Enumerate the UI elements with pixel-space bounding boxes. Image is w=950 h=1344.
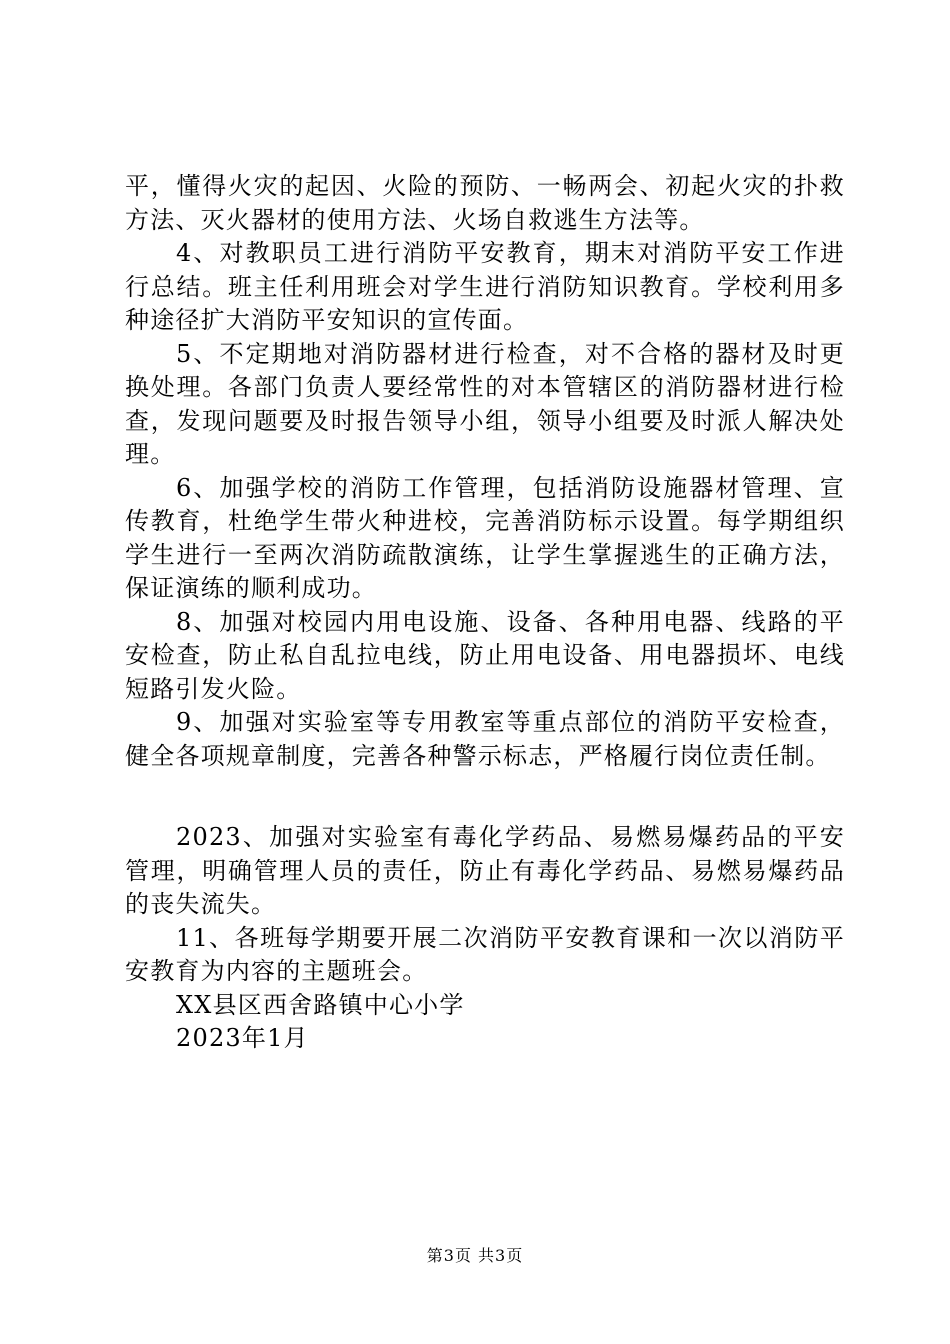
paragraph-item-11: 11、各班每学期要开展二次消防平安教育课和一次以消防平安教育为内容的主题班会。 bbox=[125, 923, 845, 985]
paragraph-item-5: 5、不定期地对消防器材进行检查，对不合格的器材及时更换处理。各部门负责人要经常性的对本管辖区的消防器材进行检查，发现问题要及时报告领导小组，领导小组要及时派人解决处理。 bbox=[125, 339, 845, 468]
page-number-footer: 第3页 共3页 bbox=[426, 1246, 524, 1265]
paragraph-fire-knowledge: 平，懂得火灾的起因、火险的预防、一畅两会、初起火灾的扑救方法、灭火器材的使用方法、火场自救逃生方法等。 bbox=[125, 172, 845, 234]
paragraph-spacer bbox=[125, 773, 845, 821]
signature-organization: XX县区西舍路镇中心小学 bbox=[176, 990, 465, 1019]
document-body bbox=[125, 170, 845, 1056]
paragraph-item-10: 2023、加强对实验室有毒化学药品、易燃易爆药品的平安管理，明确管理人员的责任，防止有毒化学药品、易燃易爆药品的丧失流失。 bbox=[125, 823, 845, 918]
paragraph-item-4: 4、对教职员工进行消防平安教育，期末对消防平安工作进行总结。班主任利用班会对学生进行消防知识教育。学校利用多种途径扩大消防平安知识的宣传面。 bbox=[125, 239, 845, 334]
paragraph-item-8: 8、加强对校园内用电设施、设备、各种用电器、线路的平安检查，防止私自乱拉电线，防止用电设备、用电器损坏、电线短路引发火险。 bbox=[125, 607, 845, 703]
signature-date: 2023年1月 bbox=[176, 1024, 309, 1052]
paragraph-item-6: 6、加强学校的消防工作管理，包括消防设施器材管理、宣传教育，杜绝学生带火种进校，完善消防标示设置。每学期组织学生进行一至两次消防疏散演练，让学生掌握逃生的正确方法，保证演练的顺利成功。 bbox=[125, 473, 845, 602]
paragraph-item-9: 9、加强对实验室等专用教室等重点部位的消防平安检查，健全各项规章制度，完善各种警示标志，严格履行岗位责任制。 bbox=[125, 708, 845, 770]
